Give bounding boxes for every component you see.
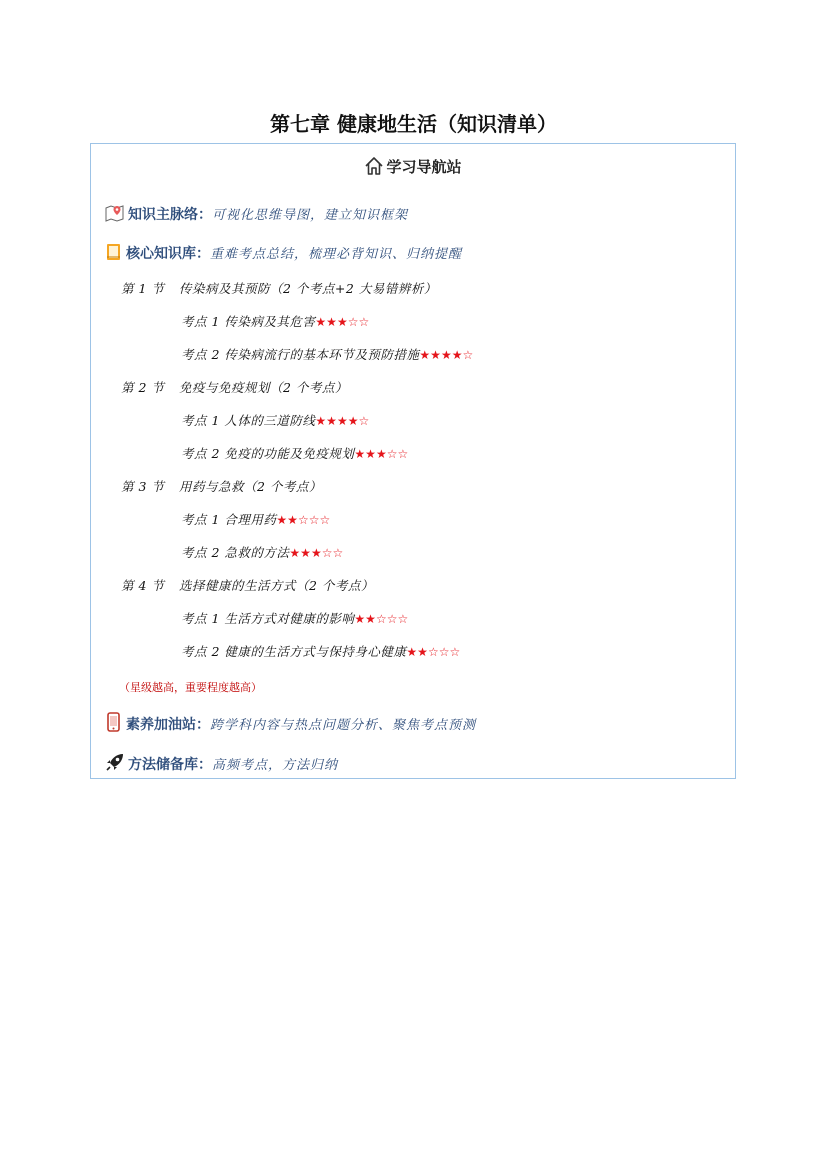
star-filled-icon: ★: [315, 414, 327, 428]
section-2-point-1: [181, 411, 369, 429]
map-pin-icon: [105, 204, 125, 226]
core-knowledge-desc: 重难考点总结，梳理必背知识、归纳提醒: [210, 247, 463, 262]
section-3-title: 用药与急救（2 个考点）: [179, 479, 322, 494]
star-filled-icon: ★: [419, 348, 431, 362]
section-4: [121, 576, 374, 594]
nav-header: [91, 156, 735, 180]
star-filled-icon: ★: [406, 645, 418, 659]
section-2: [121, 378, 348, 396]
section-2-point-2: [181, 444, 408, 462]
star-filled-icon: ★: [430, 348, 441, 362]
point-label: 考点 1 合理用药: [181, 512, 277, 527]
star-empty-icon: ☆: [427, 645, 439, 659]
point-label: 考点 1 传染病及其危害: [181, 314, 316, 329]
star-filled-icon: ★: [289, 546, 301, 560]
nav-header-text: 学习导航站: [386, 158, 462, 176]
star-empty-icon: ☆: [332, 546, 344, 560]
section-1: [121, 279, 437, 297]
rocket-icon: [105, 752, 125, 776]
star-filled-icon: ★: [440, 348, 452, 362]
point-label: 考点 2 免疫的功能及免疫规划: [181, 446, 355, 461]
section-4-point-2: [181, 642, 460, 660]
star-rating: [419, 348, 473, 362]
point-label: 考点 2 传染病流行的基本环节及预防措施: [181, 347, 420, 362]
star-empty-icon: ☆: [358, 315, 370, 329]
section-3-point-1: [181, 510, 330, 528]
star-filled-icon: ★: [365, 612, 376, 626]
method-label: 方法储备库：: [128, 757, 212, 773]
page-title: 第七章 健康地生活（知识清单）: [270, 112, 557, 136]
point-label: 考点 2 健康的生活方式与保持身心健康: [181, 644, 407, 659]
section-1-title: 传染病及其预防（2 个考点+2 大易错辨析）: [179, 281, 437, 296]
point-label: 考点 1 生活方式对健康的影响: [181, 611, 355, 626]
star-empty-icon: ☆: [462, 348, 474, 362]
star-empty-icon: ☆: [308, 513, 320, 527]
section-4-title: 选择健康的生活方式（2 个考点）: [179, 578, 374, 593]
star-filled-icon: ★: [315, 315, 327, 329]
star-filled-icon: ★: [375, 447, 387, 461]
star-empty-icon: ☆: [438, 645, 450, 659]
star-empty-icon: ☆: [321, 546, 333, 560]
star-empty-icon: ☆: [386, 447, 398, 461]
star-empty-icon: ☆: [358, 414, 370, 428]
star-empty-icon: ☆: [319, 513, 331, 527]
core-knowledge-row: [105, 243, 462, 265]
literacy-desc: 跨学科内容与热点问题分析、聚焦考点预测: [210, 718, 477, 733]
star-rating: [315, 315, 369, 329]
method-desc: 高频考点，方法归纳: [212, 758, 339, 773]
star-filled-icon: ★: [354, 612, 366, 626]
section-3-point-2: [181, 543, 343, 561]
star-filled-icon: ★: [287, 513, 298, 527]
section-4-num: 第 4 节: [121, 578, 165, 593]
point-label: 考点 2 急救的方法: [181, 545, 290, 560]
star-rating: [289, 546, 343, 560]
star-filled-icon: ★: [451, 348, 463, 362]
star-filled-icon: ★: [347, 414, 359, 428]
knowledge-map-desc: 可视化思维导图，建立知识框架: [212, 208, 409, 223]
star-rating: [354, 447, 408, 461]
section-2-num: 第 2 节: [121, 380, 165, 395]
section-1-num: 第 1 节: [121, 281, 165, 296]
star-filled-icon: ★: [336, 414, 348, 428]
star-filled-icon: ★: [354, 447, 366, 461]
star-empty-icon: ☆: [449, 645, 461, 659]
phone-icon: [105, 712, 123, 736]
point-label: 考点 1 人体的三道防线: [181, 413, 316, 428]
star-empty-icon: ☆: [397, 612, 409, 626]
book-icon: [105, 243, 123, 265]
learning-nav-box: [90, 143, 736, 779]
section-1-point-1: [181, 312, 369, 330]
section-3-num: 第 3 节: [121, 479, 165, 494]
star-rating: [354, 612, 408, 626]
star-filled-icon: ★: [365, 447, 376, 461]
section-3: [121, 477, 322, 495]
literacy-row: [105, 712, 476, 736]
section-4-point-1: [181, 609, 408, 627]
star-rating: [276, 513, 330, 527]
star-rating: [406, 645, 460, 659]
star-empty-icon: ☆: [397, 447, 409, 461]
star-empty-icon: ☆: [375, 612, 387, 626]
star-filled-icon: ★: [310, 546, 322, 560]
house-icon: [364, 156, 384, 180]
star-empty-icon: ☆: [297, 513, 309, 527]
star-empty-icon: ☆: [347, 315, 359, 329]
section-1-point-2: [181, 345, 473, 363]
star-filled-icon: ★: [336, 315, 348, 329]
section-2-title: 免疫与免疫规划（2 个考点）: [179, 380, 348, 395]
star-rating: [315, 414, 369, 428]
star-filled-icon: ★: [326, 315, 337, 329]
literacy-label: 素养加油站：: [126, 717, 210, 733]
star-note: （星级越高，重要程度越高）: [119, 681, 262, 694]
star-filled-icon: ★: [326, 414, 337, 428]
star-filled-icon: ★: [300, 546, 311, 560]
star-empty-icon: ☆: [386, 612, 398, 626]
star-filled-icon: ★: [417, 645, 428, 659]
method-row: [105, 752, 338, 776]
core-knowledge-label: 核心知识库：: [126, 246, 210, 262]
knowledge-map-label: 知识主脉络：: [128, 207, 212, 223]
star-filled-icon: ★: [276, 513, 288, 527]
knowledge-map-row: [105, 204, 408, 226]
